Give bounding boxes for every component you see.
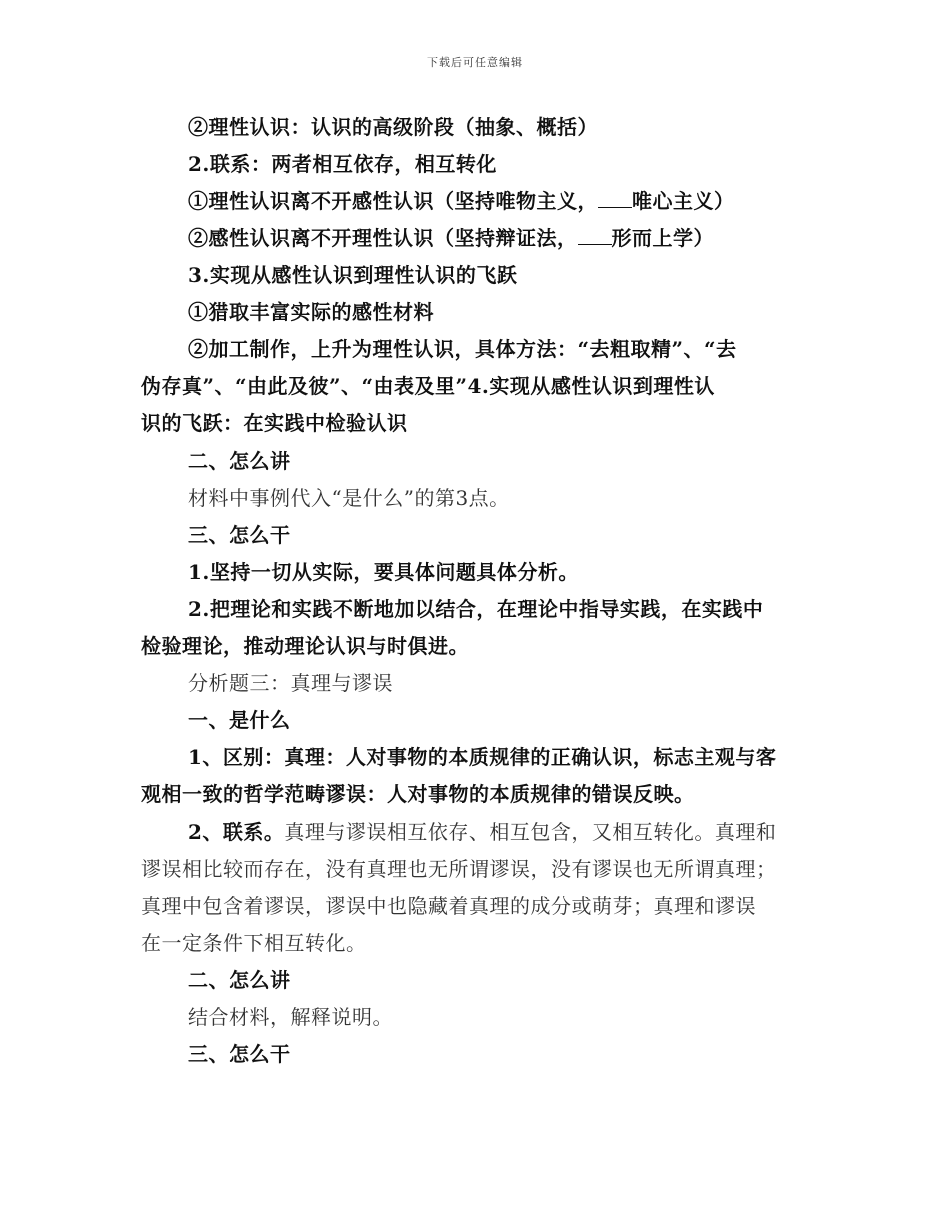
text-segment: ②感性认识离不开理性认识（坚持辩证法，	[188, 226, 578, 250]
text-line: 谬误相比较而存在，没有真理也无所谓谬误，没有谬误也无所谓真理；	[141, 857, 777, 881]
text-line: ②加工制作，上升为理性认识，具体方法：“去粗取精”、“去	[188, 337, 737, 361]
text-line: 2.把理论和实践不断地加以结合，在理论中指导实践，在实践中	[188, 597, 764, 621]
text-line: 1.坚持一切从实际，要具体问题具体分析。	[188, 560, 579, 584]
section-heading: 一、是什么	[188, 708, 291, 732]
text-line: 识的飞跃：在实践中检验认识	[141, 411, 408, 435]
fill-in-blank	[578, 226, 612, 245]
text-line: ②理性认识：认识的高级阶段（抽象、概括）	[188, 115, 598, 139]
section-heading: 二、怎么讲	[188, 449, 291, 473]
page-header: 下载后可任意编辑	[427, 56, 523, 69]
section-heading: 分析题三：真理与谬误	[188, 671, 393, 695]
text-segment: 真理与谬误相互依存、相互包含，又相互转化。真理和	[284, 820, 777, 844]
text-line: 观相一致的哲学范畴谬误：人对事物的本质规律的错误反映。	[141, 782, 695, 806]
text-line: 3.实现从感性认识到理性认识的飞跃	[188, 263, 518, 287]
fill-in-blank	[598, 189, 632, 208]
text-line: 2.联系：两者相互依存，相互转化	[188, 152, 497, 176]
section-heading: 三、怎么干	[188, 523, 291, 547]
section-heading: 二、怎么讲	[188, 968, 291, 992]
section-heading: 三、怎么干	[188, 1042, 291, 1066]
text-segment: ①理性认识离不开感性认识（坚持唯物主义，	[188, 189, 598, 213]
text-segment: 形而上学）	[611, 226, 714, 250]
text-segment: 唯心主义）	[632, 189, 735, 213]
text-line: 在一定条件下相互转化。	[141, 931, 367, 955]
text-segment: 2、联系。	[188, 820, 285, 844]
text-line: 伪存真”、“由此及彼”、“由表及里”4.实现从感性认识到理性认	[141, 374, 715, 398]
text-line	[188, 813, 831, 851]
text-line	[188, 182, 831, 220]
text-line: 真理中包含着谬误，谬误中也隐藏着真理的成分或萌芽；真理和谬误	[141, 894, 756, 918]
text-line: 1、区别：真理：人对事物的本质规律的正确认识，标志主观与客	[188, 745, 777, 769]
text-line: ①猎取丰富实际的感性材料	[188, 300, 434, 324]
text-line: 材料中事例代入“是什么”的第3点。	[188, 486, 510, 510]
text-line	[188, 219, 831, 257]
text-line: 结合材料，解释说明。	[188, 1005, 393, 1029]
text-line: 检验理论，推动理论认识与时俱进。	[141, 634, 469, 658]
